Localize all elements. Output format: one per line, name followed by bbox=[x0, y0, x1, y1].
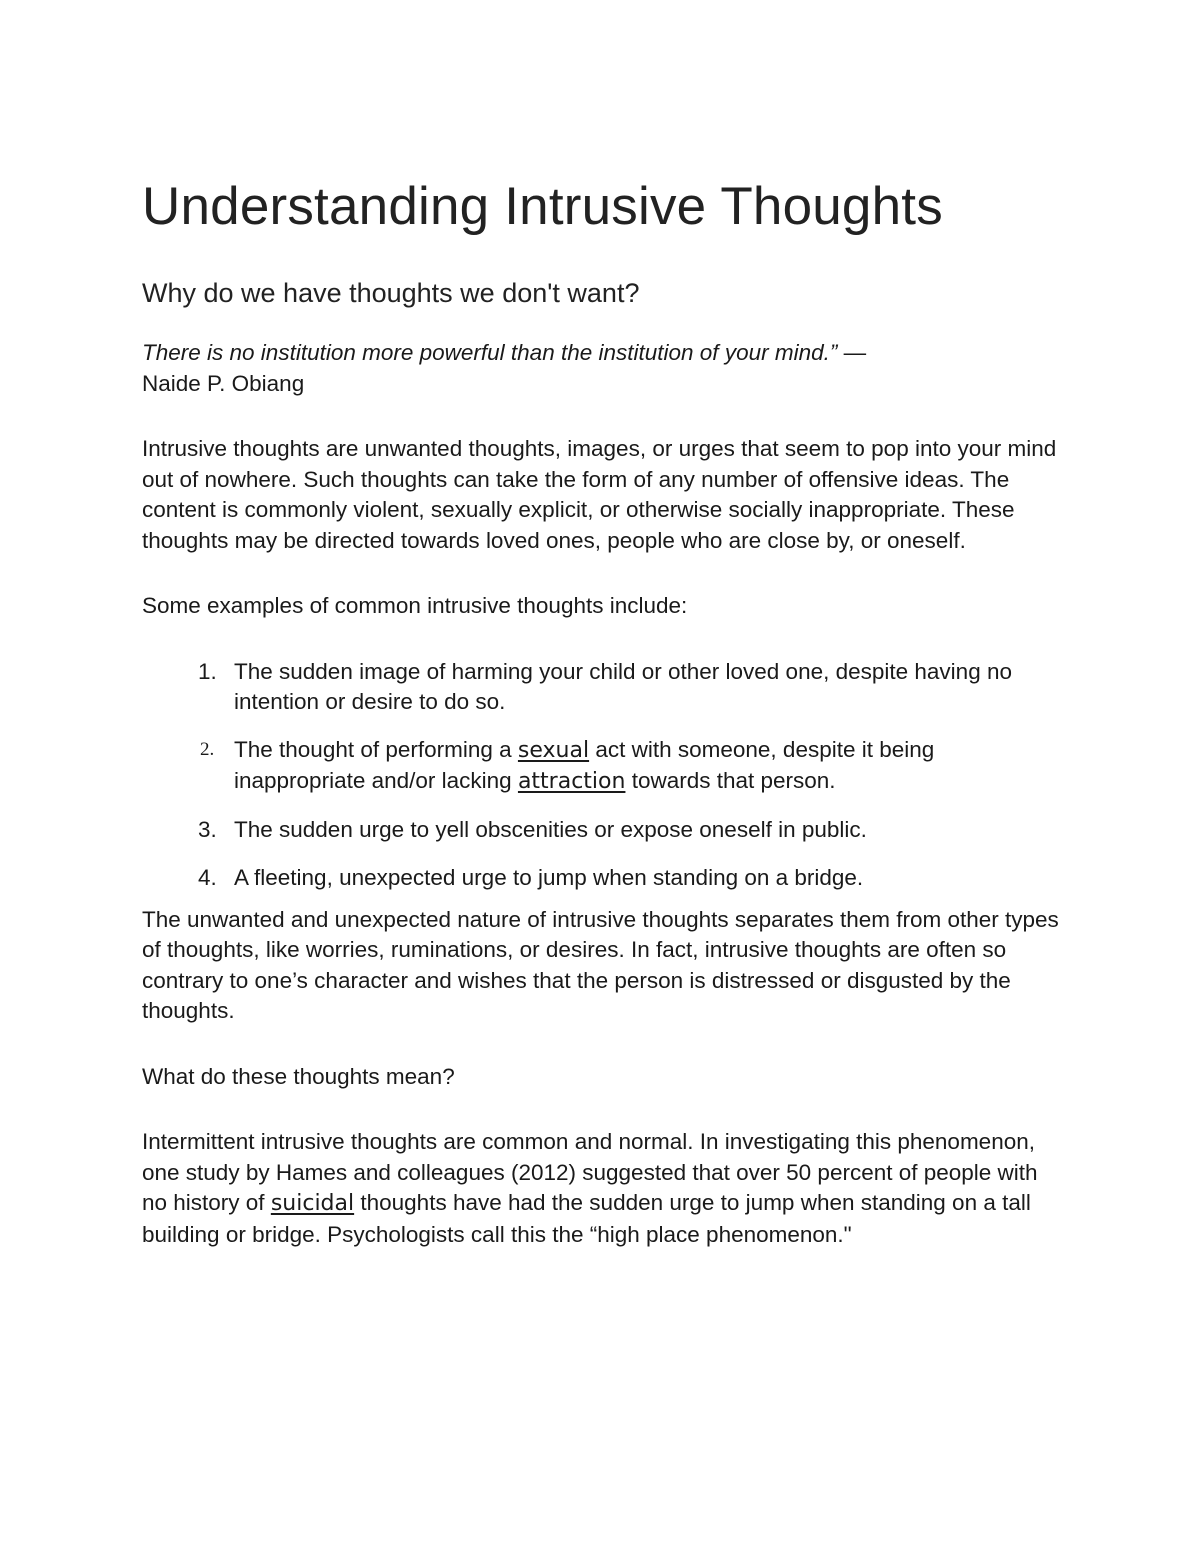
question-heading: What do these thoughts mean? bbox=[142, 1063, 455, 1089]
list-number: 1. bbox=[198, 658, 217, 684]
list-item-text: A fleeting, unexpected urge to jump when standing on a bridge. bbox=[234, 864, 864, 890]
list-item bbox=[142, 815, 1062, 845]
list-item bbox=[142, 863, 1062, 893]
intermittent-paragraph bbox=[142, 1127, 1062, 1250]
list-item-text: The sudden urge to yell obscenities or expose oneself in public. bbox=[234, 816, 867, 842]
list-item-text-before: The thought of performing a bbox=[234, 736, 518, 762]
examples-intro: Some examples of common intrusive thoughts include: bbox=[142, 593, 688, 618]
list-item bbox=[142, 735, 1062, 797]
quote-text: There is no institution more powerful than the institution of your mind.” bbox=[142, 340, 838, 365]
list-item-text: The sudden image of harming your child or other loved one, despite having no intention or desire to do so. bbox=[234, 658, 1012, 714]
list-number: 3. bbox=[198, 816, 217, 842]
document-title: Understanding Intrusive Thoughts bbox=[142, 177, 943, 236]
document-subtitle: Why do we have thoughts we don't want? bbox=[142, 278, 640, 308]
quote-paragraph bbox=[142, 338, 1062, 399]
document-body bbox=[142, 174, 1062, 1250]
attraction-link[interactable]: attraction bbox=[517, 768, 626, 794]
quote-dash: — bbox=[837, 340, 867, 365]
intro-paragraph: Intrusive thoughts are unwanted thoughts, images, or urges that seem to pop into your mind out of nowhere. Such thoughts can take the form of any number of offensive ideas. The content is commonly violent, sexually explicit, or otherwise socially inappropriate. These thoughts may be directed towards loved ones, people who are close by, or oneself. bbox=[142, 436, 1057, 553]
list-item-text-middle: act with someone, despite it being inappropriate and/or lacking bbox=[234, 736, 935, 793]
list-number: 4. bbox=[198, 864, 217, 890]
suicidal-link[interactable]: suicidal bbox=[270, 1191, 355, 1216]
sexual-link[interactable]: sexual bbox=[517, 737, 590, 763]
list-item bbox=[142, 657, 1062, 717]
unwanted-paragraph: The unwanted and unexpected nature of intrusive thoughts separates them from other types of thoughts, like worries, ruminations, or desires. In fact, intrusive thoughts are often so contrary to one’s character and wishes that the person is distressed or disgusted by the thoughts. bbox=[142, 906, 1059, 1023]
list-number: 2. bbox=[200, 738, 215, 760]
intermittent-text-before: Intermittent intrusive thoughts are common and normal. In investigating this phenomenon, one study by Hames and colleagues (2012) suggested that over 50 percent of people with no history of bbox=[142, 1129, 1038, 1215]
examples-list bbox=[142, 657, 1062, 893]
list-item-text bbox=[234, 737, 934, 793]
list-item-text-after: towards that person. bbox=[625, 767, 836, 793]
quote-author: Naide P. Obiang bbox=[142, 370, 305, 396]
intermittent-text-after: thoughts have had the sudden urge to jump when standing on a tall building or bridge. Psychologists call this the “high place phenomenon." bbox=[142, 1190, 1031, 1247]
